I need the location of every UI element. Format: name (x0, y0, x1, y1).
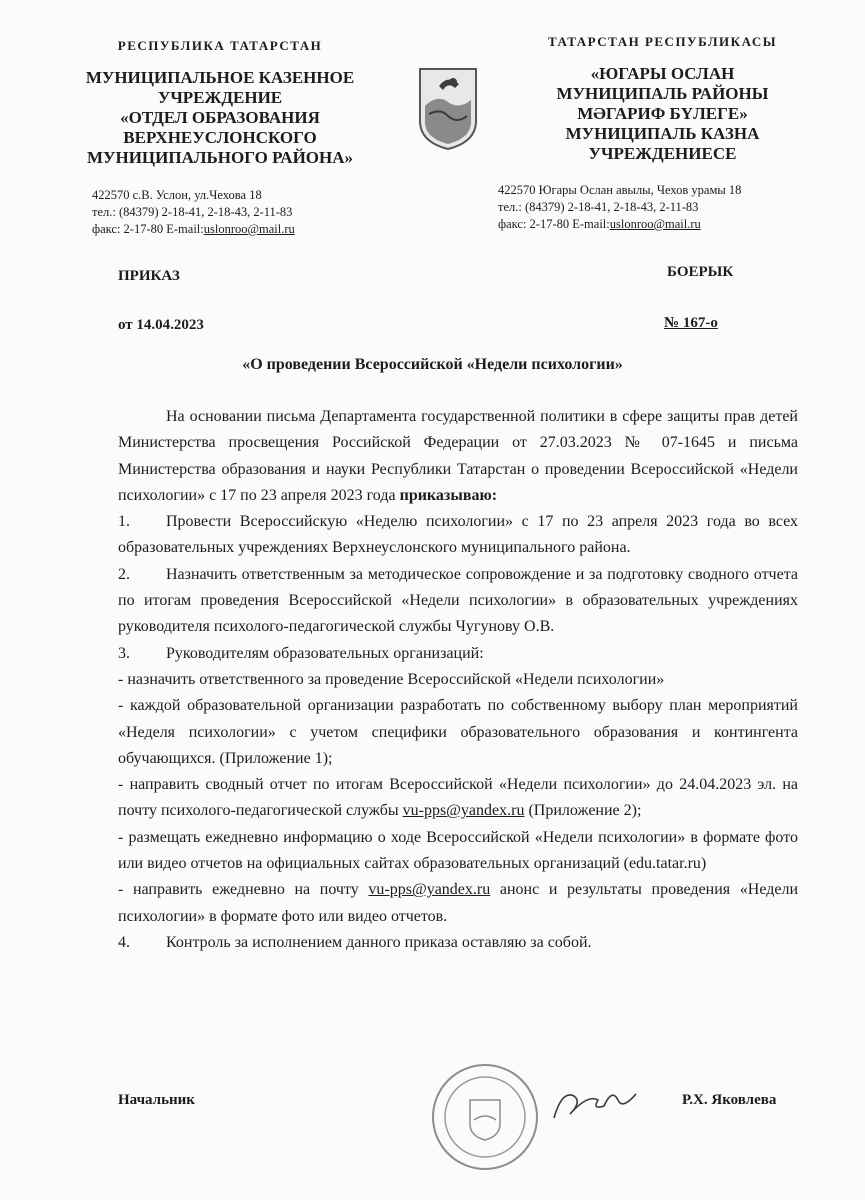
email-link[interactable]: uslonroo@mail.ru (203, 222, 295, 236)
contacts-ru: 422570 с.В. Услон, ул.Чехова 18 тел.: (84379) 2-18-41, 2-18-43, 2-11-83 факс: 2-17-80 E-mail:uslonroo@mail.ru (92, 188, 295, 236)
sub-item: - направить ежедневно на почту vu-pps@yandex.ru анонс и результаты проведения «Недели психологии» в формате фото или видео отчетов. (118, 881, 799, 925)
contacts-tt: 422570 Югары Ослан авылы, Чехов урамы 18 тел.: (84379) 2-18-41, 2-18-43, 2-11-83 факс: 2-17-80 E-mail:uslonroo@mail.ru (498, 183, 742, 231)
official-stamp-icon (430, 1062, 540, 1172)
org-name-ru: МУНИЦИПАЛЬНОЕ КАЗЕННОЕ УЧРЕЖДЕНИЕ «ОТДЕЛ ОБРАЗОВАНИЯ ВЕРХНЕУСЛОНСКОГО МУНИЦИПАЛЬНОГО РАЙОНА» (85, 68, 355, 167)
sub-item: - каждой образовательной организации разработать по собственному выбору план мероприятий «Неделя психологии» с учетом специфики образовательного образования и контингента обучающихся. (Приложение 1); (118, 697, 798, 767)
country-tt: ТАТАРСТАН РЕСПУБЛИКАСЫ (548, 34, 777, 49)
doc-date: от 14.04.2023 (118, 317, 204, 333)
doc-title: «О проведении Всероссийской «Недели психологии» (242, 356, 623, 373)
sub-item: - размещать ежедневно информацию о ходе Всероссийской «Недели психологии» в формате фото или видео отчетов на официальных сайтах образовательных организаций (edu.tatar.ru) (118, 828, 798, 873)
header-left (40, 38, 400, 236)
doc-body (118, 404, 798, 956)
list-item: 4. Контроль за исполнением данного приказа оставляю за собой. (118, 933, 592, 951)
country-ru: РЕСПУБЛИКА ТАТАРСТАН (117, 38, 323, 53)
list-item: 3. Руководителям образовательных организаций: (118, 644, 484, 662)
signer-name: Р.Х. Яковлева (682, 1092, 777, 1108)
list-item: 2. Назначить ответственным за методическое сопровождение и за подготовку сводного отчета по итогам проведения Всероссийской «Недели психологии» в образовательных учреждениях руководителя психолого-педагогической службы Чугунову О.В. (118, 565, 798, 636)
header-right (490, 34, 835, 231)
email-link[interactable]: vu-pps@yandex.ru (368, 881, 491, 899)
coat-of-arms-emblem-icon (417, 66, 479, 152)
doc-type-ru: ПРИКАЗ (118, 268, 180, 284)
sub-item: - направить сводный отчет по итогам Всероссийской «Недели психологии» до 24.04.2023 эл. на почту психолого-педагогической службы vu-pps@yandex.ru (Приложение 2); (118, 776, 798, 820)
signer-position: Начальник (118, 1092, 195, 1108)
list-item: 1. Провести Всероссийскую «Неделю психологии» с 17 по 23 апреля 2023 года во всех образовательных учреждениях Верхнеуслонского муниципального района. (118, 513, 798, 557)
signature-icon (548, 1080, 648, 1126)
email-link[interactable]: uslonroo@mail.ru (609, 217, 701, 231)
doc-number: № 167-о (664, 315, 718, 331)
doc-type-tt: БОЕРЫК (667, 264, 734, 280)
email-link[interactable]: vu-pps@yandex.ru (402, 802, 525, 820)
intro-paragraph: На основании письма Департамента государственной политики в сфере защиты прав детей Министерства просвещения Российской Федерации от 27.03.2023 № 07-1645 и письма Министерства образования и науки Республики Татарстан о проведении Всероссийской «Недели психологии» с 17 по 23 апреля 2023 года приказываю: (118, 408, 798, 504)
sub-item: - назначить ответственного за проведение Всероссийской «Недели психологии» (118, 670, 665, 688)
org-name-tt: «ЮГАРЫ ОСЛАН МУНИЦИПАЛЬ РАЙОНЫ МӘГАРИФ БҮЛЕГЕ» МУНИЦИПАЛЬ КАЗНА УЧРЕЖДЕНИЕСЕ (556, 64, 769, 163)
